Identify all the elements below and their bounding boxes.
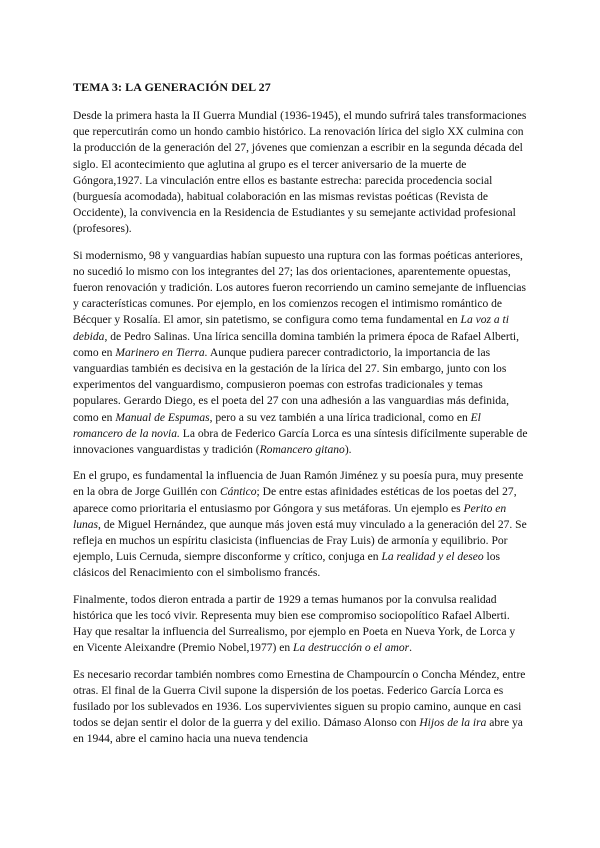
text-run: La obra de Federico García Lorca es una síntesis difícilmente superable de innovaciones vanguardistas y tradición ( [73, 427, 528, 457]
text-run: abre ya en 1944, abre el camino hacia una nueva tendencia [73, 717, 523, 746]
text-run: , pero a su vez también a una lírica tradicional, como en [209, 411, 471, 424]
paragraph-2 [73, 248, 528, 459]
italic-title: Perito en lunas [73, 502, 507, 531]
text-run: Si modernismo, 98 y vanguardias habían supuesto una ruptura con las formas poéticas anteriores, no sucedió lo mismo con los integrantes del 27; las dos orientaciones, aparentemente opuestas, fueron renovación y tradición. Los autores fueron recorriendo un camino semejante de influencias y características comunes. Por ejemplo, en los comienzos recogen el intimismo romántico de Bécquer y Rosalía. El amor, sin patetismo, se configura como tema fundamental en [73, 249, 527, 327]
paragraph-1 [73, 108, 528, 238]
text-run: . [409, 642, 413, 655]
italic-title: La realidad y el deseo [381, 551, 484, 564]
text-run: Desde la primera hasta la II Guerra Mundial (1936-1945), el mundo sufrirá tales transformaciones que repercutirán como un hondo cambio histórico. La renovación lírica del siglo XX culmina con la producción de la generación del 27, jóvenes que comienzan a escribir en la segunda década del siglo. El acontecimiento que aglutina al grupo es el tercer aniversario de la muerte de Góngora,1927. La vinculación entre ellos es bastante estrecha: parecida procedencia social (burguesía acomodada), habitual colaboración en las mismas revistas poéticas (Revista de Occidente), la convivencia en la Residencia de Estudiantes y su semejante actividad profesional (profesores). [73, 110, 527, 236]
italic-title: Manual de Espumas [115, 411, 210, 424]
text-run: , de Miguel Hernández, que aunque más joven está muy vinculado a la generación del 27. Se refleja en muchos un espíritu clasicista (influencias de Fray Luis) de armonía y equilibrio. Por ejemplo, Luis Cernuda, siempre disconforme y crítico, conjuga en [73, 518, 527, 564]
italic-title: La destrucción o el amor [293, 642, 410, 655]
text-run: En el grupo, es fundamental la influencia de Juan Ramón Jiménez y su poesía pura, muy presente en la obra de Jorge Guillén con [73, 470, 524, 499]
paragraph-5 [73, 667, 528, 748]
text-run: , de Pedro Salinas. Una lírica sencilla domina también la primera época de Rafael Alberti, como en [73, 330, 520, 359]
text-run: Aunque pudiera parecer contradictorio, la importancia de las vanguardias también es decisiva en la gestación de la lírica del 27. Sin embargo, junto con los experimentos del vanguardismo, compusieron poemas con estrofas tradicionales y temas populares. Gerardo Diego, es el poeta del 27 con una adhesión a las vanguardias más definida, como en [73, 346, 510, 424]
text-run: los clásicos del Renacimiento con el simbolismo francés. [73, 551, 501, 580]
paragraph-container [73, 108, 528, 748]
italic-title: Hijos de la ira [419, 717, 487, 730]
italic-title: Romancero gitano [259, 444, 345, 457]
text-run: ). [344, 444, 352, 457]
paragraph-4 [73, 592, 528, 657]
text-run: ; De entre estas afinidades estéticas de los poetas del 27, aparece como prioritaria el entusiasmo por Góngora y sus metáforas. Un ejemplo es [73, 486, 517, 515]
document-body [73, 80, 528, 758]
italic-title: Marinero en Tierra. [115, 346, 208, 359]
text-run: Finalmente, todos dieron entrada a partir de 1929 a temas humanos por la convulsa realidad histórica que les tocó vivir. Representa muy bien ese compromiso sociopolítico Rafael Alberti. Hay que resaltar la influencia del Surrealismo, por ejemplo en Poeta en Nueva York, de Lorca y en Vicente Aleixandre (Premio Nobel,1977) en [73, 593, 516, 655]
text-run: Es necesario recordar también nombres como Ernestina de Champourcín o Concha Méndez, entre otras. El final de la Guerra Civil supone la dispersión de los poetas. Federico García Lorca es fusilado por los sublevados en 1936. Los supervivientes siguen su propio camino, aunque en casi todos se dejan sentir el dolor de la guerra y del exilio. Dámaso Alonso con [73, 668, 526, 730]
document-title: TEMA 3: LA GENERACIÓN DEL 27 [73, 80, 271, 94]
italic-title: La voz a ti debida [73, 314, 509, 343]
paragraph-3 [73, 468, 528, 581]
italic-title: El romancero de la novia. [73, 411, 481, 440]
italic-title: Cántico [219, 486, 257, 499]
